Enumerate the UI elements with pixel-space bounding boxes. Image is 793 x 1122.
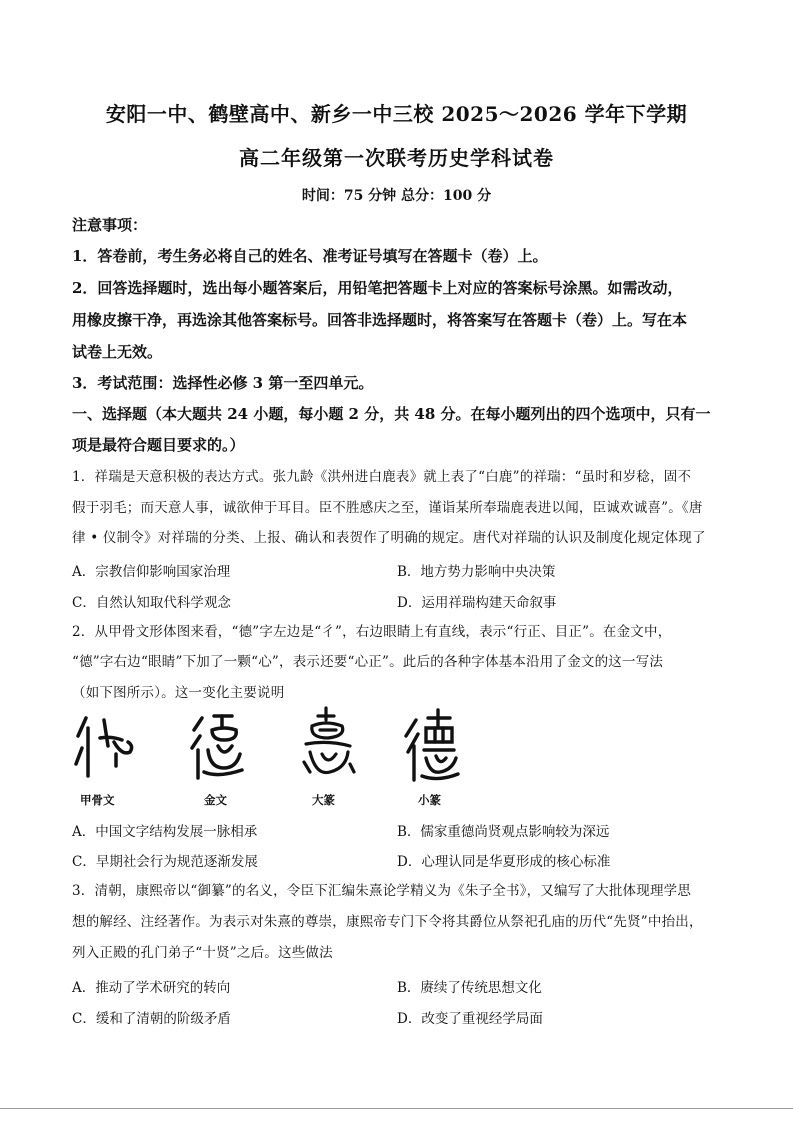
- question-2-option-c[interactable]: C．早期社会行为规范逐渐发展: [72, 854, 258, 870]
- question-1-option-b[interactable]: B．地方势力影响中央决策: [397, 564, 556, 580]
- question-1-stem: 假于羽毛；而天意人事，诚欲伸于耳目。臣不胜感庆之至，谨诣某所奉瑞鹿表进以闻，臣诚欢诚喜”。《唐: [72, 500, 703, 516]
- question-2-stem: （如下图所示）。这一变化主要说明: [72, 685, 285, 701]
- figure-caption-large-seal: 大篆: [312, 793, 335, 807]
- question-2-option-d[interactable]: D．心理认同是华夏形成的核心标准: [397, 854, 611, 870]
- page-bottom-rule: [0, 1108, 793, 1109]
- figure-caption-oracle: 甲骨文: [80, 793, 115, 807]
- large-seal-de-glyph: [296, 706, 360, 786]
- question-3-option-a[interactable]: A．推动了学术研究的转向: [72, 980, 231, 996]
- question-1-option-a[interactable]: A．宗教信仰影响国家治理: [72, 564, 231, 580]
- question-2-stem: “德”字右边“眼睛”下加了一颗“心”，表示还要“心正”。此后的各种字体基本沿用了金文的这一写法: [72, 654, 664, 670]
- bronze-de-glyph: [188, 706, 252, 786]
- oracle-bone-de-glyph: [72, 706, 142, 786]
- question-3-stem: 想的解经、注经著作。为表示对朱熹的尊崇，康熙帝专门下令将其爵位从祭祀孔庙的历代“先贤”中抬出，: [72, 914, 703, 930]
- de-character-evolution-figure: [70, 706, 490, 816]
- question-3-stem: 列入正殿的孔门弟子“十贤”之后。这些做法: [72, 945, 333, 961]
- notes-line: 用橡皮擦干净，再选涂其他答案标号。回答非选择题时，将答案写在答题卡（卷）上。写在本: [72, 311, 688, 329]
- section-heading: 项是最符合题目要求的。）: [72, 436, 245, 454]
- notes-line: 2．回答选择题时，选出每小题答案后，用铅笔把答题卡上对应的答案标号涂黑。如需改动，: [72, 279, 683, 297]
- question-3-stem: 3．清朝，康熙帝以“御纂”的名义，令臣下汇编朱熹论学精义为《朱子全书》，又编写了大批体现理学思: [72, 883, 692, 899]
- exam-title-line2: 高二年级第一次联考历史学科试卷: [239, 146, 554, 170]
- exam-meta: 时间：75 分钟 总分：100 分: [301, 188, 492, 204]
- question-3-option-c[interactable]: C．缓和了清朝的阶级矛盾: [72, 1011, 231, 1027]
- question-2-stem: 2．从甲骨文形体图来看，“德”字左边是“彳”，右边眼睛上有直线，表示“行正、目正”。在金文中，: [72, 624, 672, 640]
- section-heading: 一、选择题（本大题共 24 小题，每小题 2 分，共 48 分。在每小题列出的四个选项中，只有一: [72, 405, 711, 423]
- question-1-option-d[interactable]: D．运用祥瑞构建天命叙事: [397, 595, 557, 611]
- small-seal-de-glyph: [402, 706, 466, 786]
- figure-caption-bronze: 金文: [204, 793, 227, 807]
- notes-line: 3．考试范围：选择性必修 3 第一至四单元。: [72, 374, 374, 392]
- question-1-stem: 律 • 仪制令》对祥瑞的分类、上报、确认和表贺作了明确的规定。唐代对祥瑞的认识及制度化规定体现了: [72, 530, 706, 546]
- question-2-option-a[interactable]: A．中国文字结构发展一脉相承: [72, 824, 258, 840]
- exam-title-line1: 安阳一中、鹤壁高中、新乡一中三校 2025～2026 学年下学期: [105, 102, 688, 126]
- notes-heading: 注意事项：: [72, 216, 148, 234]
- question-2-option-b[interactable]: B．儒家重德尚贤观点影响较为深远: [397, 824, 610, 840]
- notes-line: 1．答卷前，考生务必将自己的姓名、准考证号填写在答题卡（卷）上。: [72, 247, 548, 265]
- question-3-option-d[interactable]: D．改变了重视经学局面: [397, 1011, 543, 1027]
- question-1-stem: 1．祥瑞是天意积极的表达方式。张九龄《洪州进白鹿表》就上表了“白鹿”的祥瑞：“虽时和岁稔，固不: [72, 469, 692, 485]
- question-3-option-b[interactable]: B．赓续了传统思想文化: [397, 980, 542, 996]
- figure-caption-small-seal: 小篆: [418, 793, 441, 807]
- question-1-option-c[interactable]: C．自然认知取代科学观念: [72, 595, 231, 611]
- notes-line: 试卷上无效。: [72, 343, 163, 361]
